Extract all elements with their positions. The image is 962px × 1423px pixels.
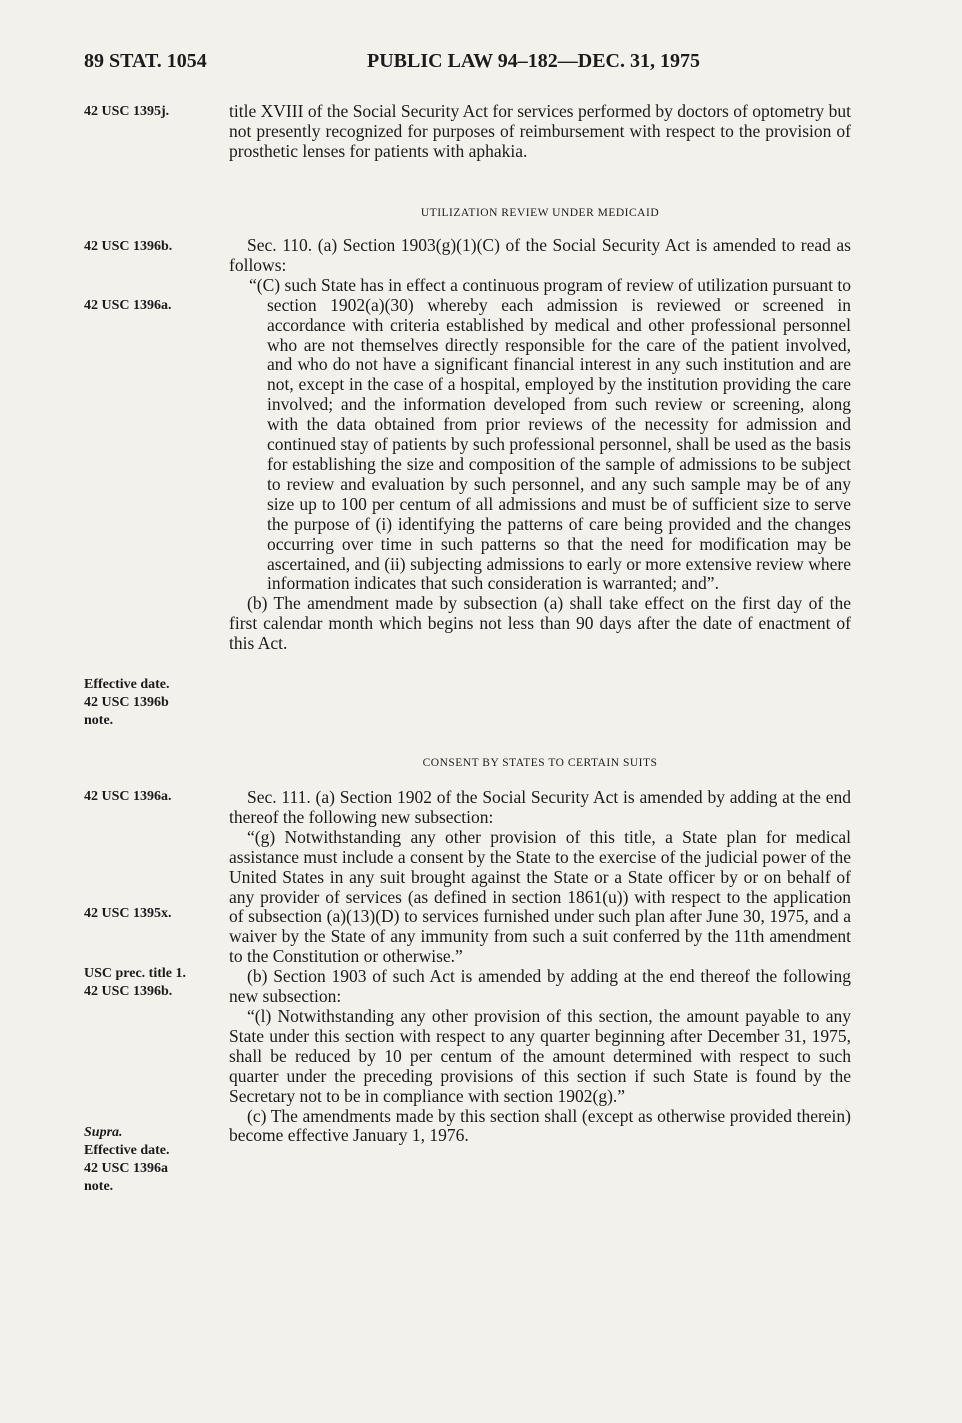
margin-note-6 (84, 905, 224, 923)
section-111-a: Sec. 111. (a) Section 1902 of the Social Security Act is amended by adding at the end thereof the following new subsection: (229, 787, 851, 827)
running-title: PUBLIC LAW 94–182—DEC. 31, 1975 (367, 50, 700, 72)
section-110-quote (229, 276, 851, 595)
margin-note-text: 42 USC 1395x. (84, 906, 172, 921)
margin-note-text: Supra. (84, 1125, 123, 1140)
margin-note-text: 42 USC 1395j. (84, 104, 170, 119)
quoted-subsection-l: “(l) Notwithstanding any other provision of this section, the amount payable to any State under this section with respect to any quarter beginning after December 31, 1975, shall be reduced by 10 per centum of the amount determined with respect to such quarter under the preceding provisions of this section if such State is found by the Secretary not to be in compliance with section 1902(g).” (229, 1005, 851, 1106)
quoted-text: “(C) such State has in effect a continuous program of review of utilization pursuant to section 1902(a)(30) whereby each admission is reviewed or screened in accordance with criteria established by medical and other professional personnel who are not themselves directly responsible for the care of the patient involved, and who do not have a significant financial interest in any such institution and are not, except in the case of a hospital, employed by the institution providing the care involved; and the information developed from such review or screening, along with the data obtained from prior reviews of the necessity for admission and continued stay of patients by such professional personnel, shall be used as the basis for establishing the size and composition of the sample of admissions to be subject to review and evaluation by such personnel, and any such sample may be of any size up to 100 per centum of all admissions and must be of sufficient size to serve the purpose of (i) identifying the patterns of care being provided and the changes occurring over time in such patterns so that the need for modification may be ascertained, and (ii) subjecting admissions to early or more extensive review where information indicates that such consideration is warranted; and”. (249, 274, 851, 594)
margin-note-text: 42 USC 1396b. (84, 239, 173, 254)
margin-note-text: note. (84, 1179, 114, 1194)
margin-note-text: Effective date. (84, 677, 170, 692)
page-header (84, 50, 859, 82)
margin-note-text: 42 USC 1396b. (84, 984, 173, 999)
section-111 (229, 788, 851, 1146)
margin-note-text: Effective date. (84, 1143, 170, 1158)
margin-note-1 (84, 103, 224, 121)
section-111-b: (b) Section 1903 of such Act is amended by adding at the end thereof the following new subsection: (229, 966, 851, 1007)
margin-note-3 (84, 297, 224, 315)
section-heading-utilization-review: UTILIZATION REVIEW UNDER MEDICAID (420, 207, 660, 219)
section-110 (229, 236, 851, 654)
section-heading-consent: CONSENT BY STATES TO CERTAIN SUITS (422, 757, 658, 769)
margin-note-4 (84, 676, 224, 730)
margin-note-text: 42 USC 1396a. (84, 789, 172, 804)
margin-note-7 (84, 965, 224, 1001)
margin-note-text: 42 USC 1396b (84, 695, 169, 710)
quoted-subsection-g: “(g) Notwithstanding any other provision of this title, a State plan for medical assistance must include a consent by the State to the exercise of the judicial power of the United States in any suit brought against the State or a State officer by or on behalf of any provider of services (as defined in section 1861(u)) with respect to the application of subsection (a)(13)(D) to services furnished under such plan after June 30, 1975, and a waiver by the State of any immunity from such a suit conferred by the 11th amendment to the Constitution or otherwise.” (229, 826, 851, 967)
margin-note-5 (84, 788, 224, 806)
section-111-c: (c) The amendments made by this section shall (except as otherwise provided therein) become effective January 1, 1976. (229, 1105, 851, 1146)
margin-note-text: note. (84, 713, 114, 728)
margin-note-text: 42 USC 1396a (84, 1161, 169, 1176)
margin-note-8 (84, 1124, 224, 1196)
margin-note-text: USC prec. title 1. (84, 966, 186, 981)
margin-note-text: 42 USC 1396a. (84, 298, 172, 313)
paragraph: title XVIII of the Social Security Act for services performed by doctors of optometry but not presently recognized for purposes of reimbursement with respect to the provision of prosthetic lenses for patients with aphakia. (229, 101, 851, 161)
paragraph-continuation (229, 102, 851, 162)
section-110-b: (b) The amendment made by subsection (a) shall take effect on the first day of the first calendar month which begins not less than 90 days after the date of enactment of this Act. (229, 593, 851, 654)
section-110-a: Sec. 110. (a) Section 1903(g)(1)(C) of the Social Security Act is amended to read as follows: (229, 235, 851, 275)
margin-note-2 (84, 238, 224, 256)
page-number: 89 STAT. 1054 (84, 50, 207, 72)
